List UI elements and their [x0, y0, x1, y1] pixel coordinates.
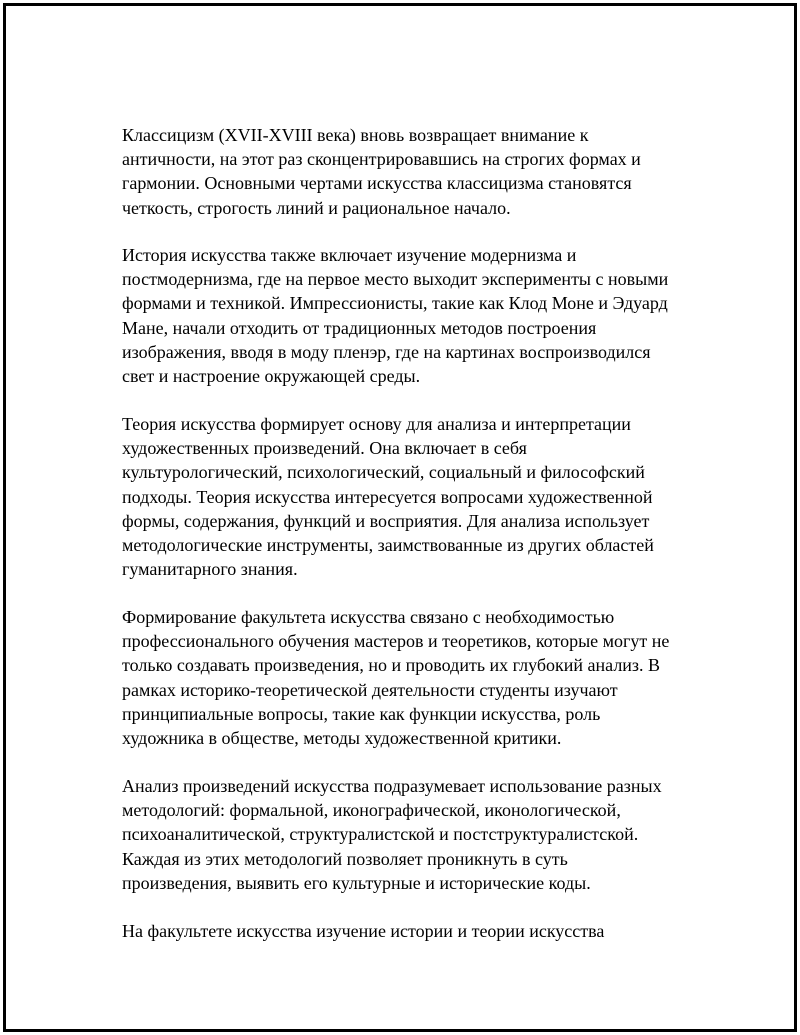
text-line: Анализ произведений искусства подразумевает использование разных — [122, 776, 662, 796]
paragraph-modernism — [122, 243, 668, 388]
text-line: художника в обществе, методы художественной критики. — [122, 728, 562, 749]
paragraph-faculty-study — [122, 919, 604, 943]
text-line: Мане, начали отходить от традиционных методов построения — [122, 317, 597, 338]
text-line: На факультете искусства изучение истории и теории искусства — [122, 921, 605, 941]
text-line: История искусства также включает изучение модернизма и — [122, 245, 577, 265]
text-line: формы, содержания, функций и восприятия. Для анализа использует — [122, 510, 650, 531]
text-line: свет и настроение окружающей среды. — [122, 366, 421, 387]
text-line: подходы. Теория искусства интересуется вопросами художественной — [122, 486, 653, 507]
text-line: методологий: формальной, иконографической, иконологической, — [122, 800, 621, 821]
page-frame — [3, 3, 797, 1032]
text-line: принципиальные вопросы, такие как функции искусства, роль — [122, 703, 601, 724]
paragraph-faculty-formation — [122, 605, 669, 750]
text-line: рамках историко-теоретической деятельности студенты изучают — [122, 679, 618, 700]
text-line: психоаналитической, структуралистской и постструктуралистской. — [122, 824, 639, 845]
text-line: Классицизм (XVII-XVIII века) вновь возвращает внимание к — [122, 125, 589, 145]
text-line: изображения, вводя в моду пленэр, где на картинах воспроизводился — [122, 341, 651, 362]
text-line: формами и техникой. Импрессионисты, такие как Клод Моне и Эдуард — [122, 293, 668, 314]
text-line: четкость, строгость линий и рациональное начало. — [122, 197, 511, 218]
paragraph-analysis-methods — [122, 774, 662, 895]
text-line: постмодернизма, где на первое место выходит эксперименты с новыми — [122, 269, 669, 290]
text-line: Каждая из этих методологий позволяет проникнуть в суть — [122, 848, 568, 869]
text-line: только создавать произведения, но и проводить их глубокий анализ. В — [122, 655, 661, 676]
text-line: античности, на этот раз сконцентрировавшись на строгих формах и — [122, 149, 641, 170]
text-line: Теория искусства формирует основу для анализа и интерпретации — [122, 414, 631, 434]
text-line: культурологический, психологический, социальный и философский — [122, 462, 645, 483]
text-line: художественных произведений. Она включает в себя — [122, 438, 527, 459]
text-line: Формирование факультета искусства связано с необходимостью — [122, 607, 615, 627]
text-line: профессионального обучения мастеров и теоретиков, которые могут не — [122, 631, 670, 652]
text-line: гармонии. Основными чертами искусства классицизма становятся — [122, 173, 632, 194]
text-line: методологические инструменты, заимствованные из других областей — [122, 535, 654, 556]
paragraph-classicism — [122, 123, 641, 220]
text-line: гуманитарного знания. — [122, 559, 298, 580]
paragraph-art-theory — [122, 412, 654, 581]
text-line: произведения, выявить его культурные и исторические коды. — [122, 872, 591, 893]
